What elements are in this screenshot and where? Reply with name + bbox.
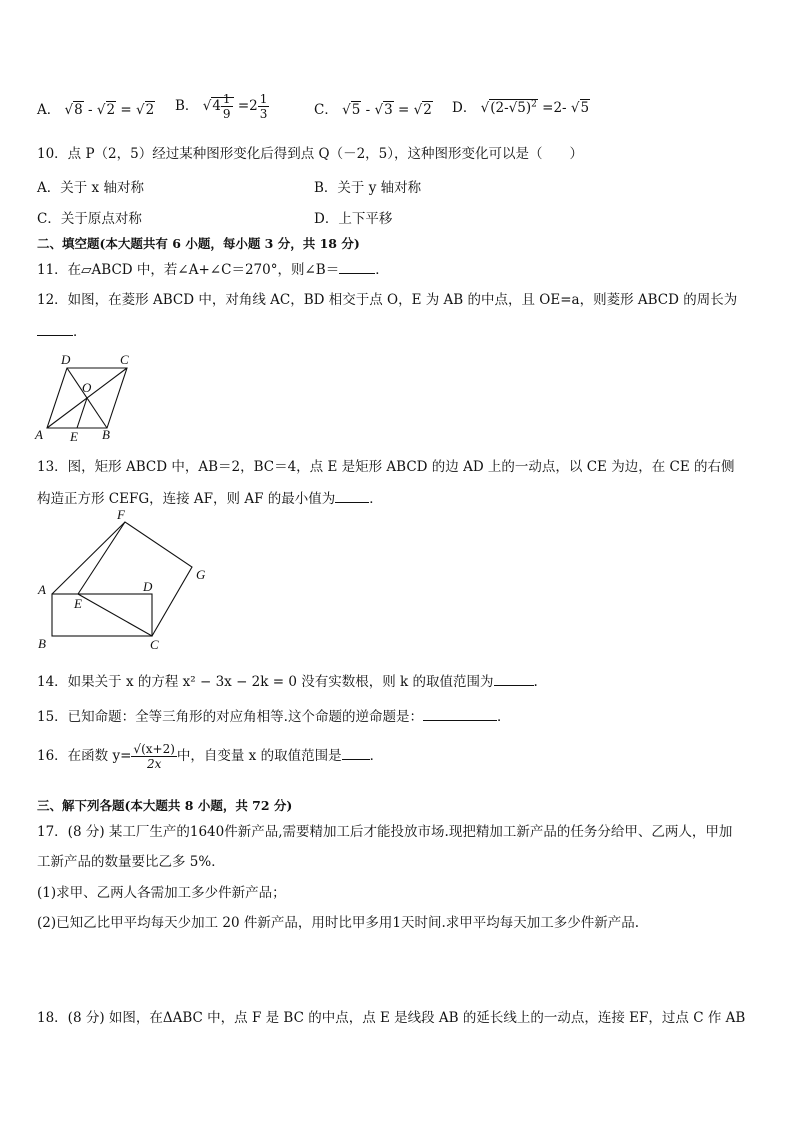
q17-line1: 17．(8 分) 某工厂生产的1640件新产品,需要精加工后才能投放市场.现把精加工新产品的任务分给甲、乙两人，甲加 xyxy=(37,824,733,840)
q9-option-b-render: √4 $\frac{1}{9}$ =2 $\frac{1}{3}$ xyxy=(202,92,268,121)
q13-answer-blank[interactable] xyxy=(335,489,369,503)
q10-option-b: B．关于 y 轴对称 xyxy=(314,180,422,196)
square-cefg xyxy=(78,522,192,636)
q11-text: 11．在▱ABCD 中，若∠A+∠C＝270°，则∠B＝ xyxy=(37,262,340,278)
label-a: A xyxy=(35,427,43,442)
label-d: D xyxy=(61,352,71,367)
q15-answer-blank[interactable] xyxy=(423,707,497,721)
q14-answer-blank[interactable] xyxy=(494,672,534,686)
q12-end: ． xyxy=(73,324,87,340)
q14-text: 14．如果关于 x 的方程 x² − 3x − 2k = 0 没有实数根，则 k 的取值范围为 xyxy=(37,674,494,690)
q16-end: ． xyxy=(369,748,384,764)
q9-option-a xyxy=(37,98,155,118)
q12-line1: 12．如图，在菱形 ABCD 中，对角线 AC，BD 相交于点 O，E 为 AB 的中点，且 OE=a，则菱形 ABCD 的周长为 xyxy=(37,292,738,308)
label-b: B xyxy=(38,636,46,651)
section-2-heading: 二、填空题(本大题共有 6 小题，每小题 3 分，共 18 分) xyxy=(37,236,360,251)
label-c: C xyxy=(150,637,159,652)
segment-af xyxy=(52,522,125,594)
q10-option-d: D．上下平移 xyxy=(314,211,393,227)
q10-option-c: C．关于原点对称 xyxy=(37,211,142,227)
q11-answer-blank[interactable] xyxy=(339,260,375,274)
q15-text: 15．已知命题：全等三角形的对应角相等.这个命题的逆命题是： xyxy=(37,709,423,725)
segment-oe xyxy=(77,398,87,428)
q13-line2 xyxy=(37,489,383,508)
q14 xyxy=(37,672,538,691)
q12-answer-blank[interactable] xyxy=(37,322,73,336)
rectangle-lower xyxy=(52,594,152,636)
label-a: A xyxy=(38,582,46,597)
q13-line1: 13．图，矩形 ABCD 中，AB＝2，BC＝4，点 E 是矩形 ABCD 的边 AD 上的一动点，以 CE 为边，在 CE 的右侧 xyxy=(37,459,735,475)
label-b: B xyxy=(102,427,110,442)
label-f: F xyxy=(117,507,125,522)
q11 xyxy=(37,260,389,279)
q11-end: ． xyxy=(375,262,389,278)
q17-part2: (2)已知乙比甲平均每天少加工 20 件新产品，用时比甲多用1天时间.求甲平均每天加工多少件新产品. xyxy=(37,915,640,931)
section-3-heading: 三、解下列各题(本大题共 8 小题，共 72 分) xyxy=(37,798,293,813)
q15-end: ． xyxy=(496,709,511,725)
label-d: D xyxy=(143,579,153,594)
q16-text: 16．在函数 y= xyxy=(37,748,132,764)
q16-denominator: 2x xyxy=(146,757,162,771)
q9-option-b xyxy=(175,92,269,121)
q9-option-c-render: √5 - √3 = √2 xyxy=(342,102,432,118)
q9-option-b-label: B． xyxy=(175,98,199,114)
q16-text-after: 中，自变量 x 的取值范围是 xyxy=(176,748,342,764)
label-g: G xyxy=(196,567,206,582)
label-e: E xyxy=(70,429,78,444)
q13-rectangle-square-figure xyxy=(30,507,220,652)
q16 xyxy=(37,741,383,771)
q12-rhombus-figure xyxy=(30,350,150,445)
q16-answer-blank[interactable] xyxy=(342,746,370,760)
q9-option-d-render: $√(2-√5)^2 =2-$ √5 xyxy=(480,99,590,116)
label-e: E xyxy=(74,596,82,611)
q10-option-a: A．关于 x 轴对称 xyxy=(37,180,144,196)
q9-option-d-label: D． xyxy=(452,100,477,116)
q12-line2 xyxy=(37,322,87,341)
q17-line2: 工新产品的数量要比乙多 5%． xyxy=(37,854,225,870)
q9-option-c xyxy=(314,98,433,118)
label-o: O xyxy=(82,380,92,395)
q16-numerator: √(x+2) xyxy=(133,742,175,756)
q15 xyxy=(37,707,510,726)
q17-part1: (1)求甲、乙两人各需加工多少件新产品； xyxy=(37,885,286,901)
q13-line2-text: 构造正方形 CEFG，连接 AF，则 AF 的最小值为 xyxy=(37,491,336,507)
q16-fraction xyxy=(131,742,176,771)
label-c: C xyxy=(120,352,129,367)
q13-end: ． xyxy=(369,491,383,507)
q10-stem: 10．点 P（2，5）经过某种图形变化后得到点 Q（－2，5），这种图形变化可以是（ ） xyxy=(37,146,584,162)
q9-option-c-label: C． xyxy=(314,102,338,118)
q9-option-a-label: A． xyxy=(37,102,61,118)
q18-line1: 18．(8 分) 如图，在ΔABC 中，点 F 是 BC 的中点，点 E 是线段 AB 的延长线上的一动点，连接 EF，过点 C 作 AB xyxy=(37,1010,746,1026)
q9-option-a-render: √8 - √2 = √2 xyxy=(64,102,155,118)
q9-option-d xyxy=(452,96,590,116)
q14-end: . xyxy=(533,674,538,690)
